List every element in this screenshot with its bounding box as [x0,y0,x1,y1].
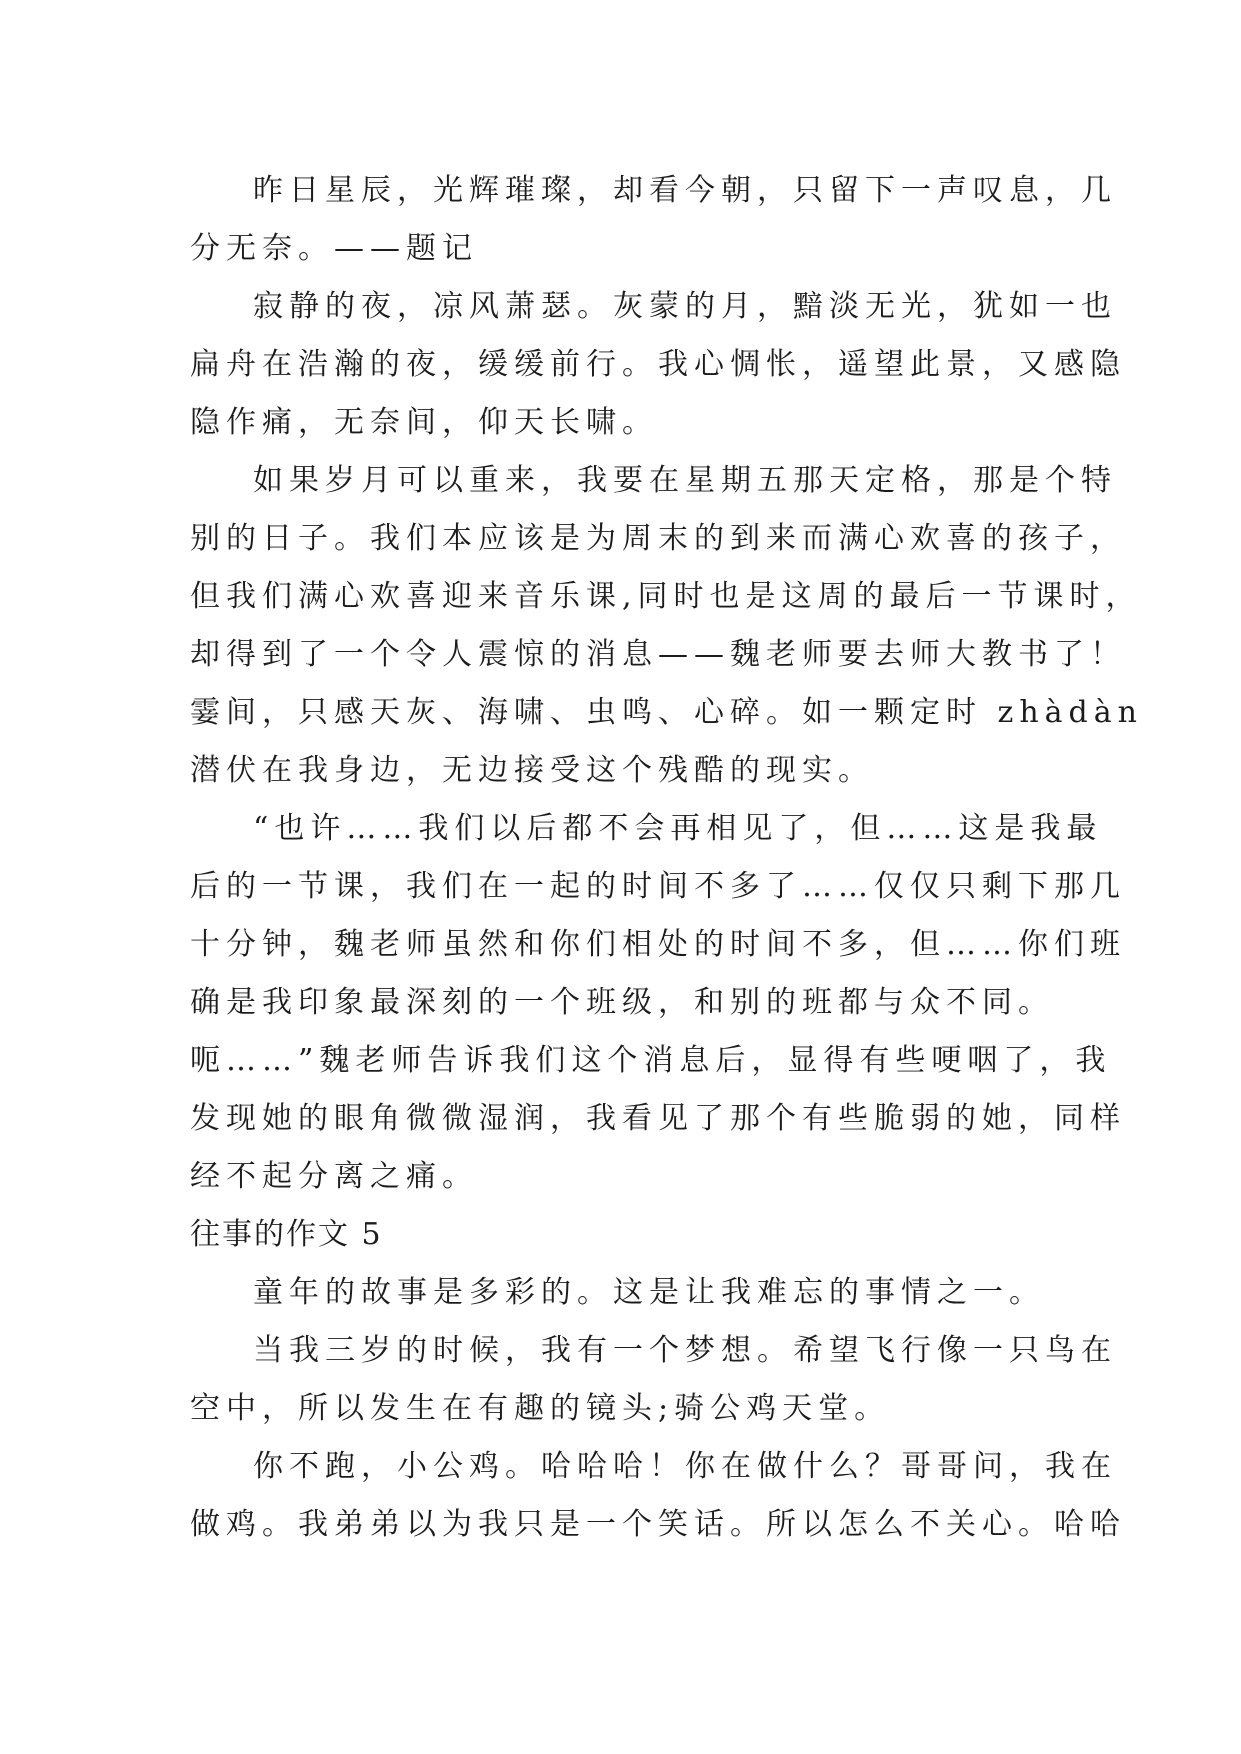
text-line: 做鸡。我弟弟以为我只是一个笑话。所以怎么不关心。哈哈 [190,1507,1126,1542]
text-line: 呃……”魏老师告诉我们这个消息后，显得有些哽咽了，我 [190,1043,1112,1078]
text-line: 潜伏在我身边，无边接受这个残酷的现实。 [190,753,874,788]
text-line: 后的一节课，我们在一起的时间不多了……仅仅只剩下那几 [190,869,1126,904]
text-line: 十分钟，魏老师虽然和你们相处的时间不多，但……你们班 [190,927,1126,962]
text-line: 空中，所以发生在有趣的镜头;骑公鸡天堂。 [190,1391,891,1426]
text-line: 却得到了一个令人震惊的消息——魏老师要去师大教书了！ [190,637,1126,672]
text-line: 霎间，只感天灰、海啸、虫鸣、心碎。如一颗定时 zhàdàn [190,695,1143,730]
text-line: 当我三岁的时候，我有一个梦想。希望飞行像一只鸟在 [253,1333,1117,1368]
text-line: 发现她的眼角微微湿润，我看见了那个有些脆弱的她，同样 [190,1101,1126,1136]
text-line: 如果岁月可以重来，我要在星期五那天定格，那是个特 [253,463,1117,498]
text-line: 你不跑，小公鸡。哈哈哈！你在做什么？哥哥问，我在 [253,1449,1117,1484]
text-line: 经不起分离之痛。 [190,1159,478,1194]
text-line: 寂静的夜，凉风萧瑟。灰蒙的月，黯淡无光，犹如一也 [253,289,1117,324]
text-line: “也许……我们以后都不会再相见了，但……这是我最 [253,811,1103,846]
document-body [190,162,1143,1554]
text-line: 别的日子。我们本应该是为周末的到来而满心欢喜的孩子， [190,521,1126,556]
text-line: 童年的故事是多彩的。这是让我难忘的事情之一。 [253,1275,1045,1310]
text-line: 但我们满心欢喜迎来音乐课,同时也是这周的最后一节课时， [190,579,1142,614]
text-line: 确是我印象最深刻的一个班级，和别的班都与众不同。 [190,985,1054,1020]
text-line: 隐作痛，无奈间，仰天长啸。 [190,405,658,440]
text-line: 扁舟在浩瀚的夜，缓缓前行。我心惆怅，遥望此景，又感隐 [190,347,1126,382]
text-line: 分无奈。——题记 [190,231,478,266]
section-heading: 往事的作文 5 [190,1217,383,1252]
text-line: 昨日星辰，光辉璀璨，却看今朝，只留下一声叹息，几 [253,173,1117,208]
